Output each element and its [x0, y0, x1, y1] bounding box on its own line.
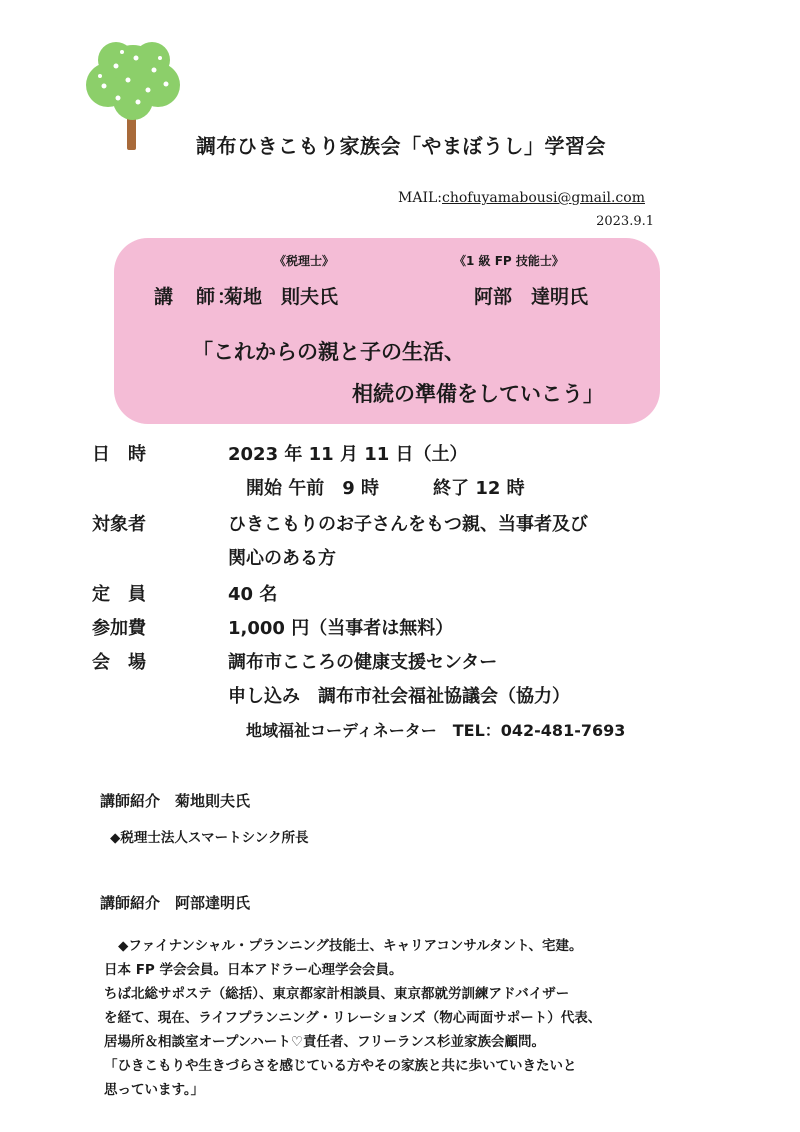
fee-value: 1,000 円（当事者は無料）	[228, 618, 454, 639]
profile-2-line-4: を経て、現在、ライフプランニング・リレーションズ（物心両面サポート）代表、	[104, 1010, 602, 1026]
lecturer-2: 阿部 達明氏	[474, 286, 589, 308]
venue-value: 調布市こころの健康支援センター	[228, 652, 498, 673]
profile-2-heading: 講師紹介 阿部達明氏	[100, 894, 251, 912]
topic-line-1: 「これからの親と子の生活、	[192, 340, 465, 364]
capacity-label: 定 員	[92, 584, 146, 605]
capacity-value: 40 名	[228, 584, 278, 605]
qualification-2: 《1 級 FP 技能士》	[454, 254, 564, 268]
venue-label: 会 場	[92, 652, 146, 673]
profile-1-heading: 講師紹介 菊地則夫氏	[100, 792, 251, 810]
target-value-2: 関心のある方	[228, 548, 336, 569]
apply-value: 申し込み 調布市社会福祉協議会（協力）	[228, 686, 570, 707]
profile-2-line-5: 居場所＆相談室オープンハート♡責任者、フリーランス杉並家族会顧問。	[104, 1034, 545, 1050]
tree-logo	[78, 40, 188, 152]
profile-2-line-3: ちば北総サポステ（総括）、東京都家計相談員、東京都就労訓練アドバイザー	[104, 986, 570, 1002]
target-label: 対象者	[92, 514, 146, 535]
target-value-1: ひきこもりのお子さんをもつ親、当事者及び	[228, 514, 588, 535]
profile-2-line-7: 思っています。」	[104, 1082, 205, 1098]
topic-line-2: 相続の準備をしていこう」	[352, 382, 604, 406]
time-value: 開始 午前 9 時 終了 12 時	[246, 478, 525, 499]
fee-label: 参加費	[92, 618, 146, 639]
page-title: 調布ひきこもり家族会「やまぼうし」学習会	[196, 134, 606, 158]
profile-2-line-2: 日本 FP 学会会員。日本アドラー心理学会会員。	[104, 962, 403, 978]
mail-label: MAIL:	[398, 190, 442, 206]
contact-value: 地域福祉コーディネーター TEL：042-481-7693	[246, 721, 626, 740]
datetime-value: 2023 年 11 月 11 日（土）	[228, 444, 468, 465]
mail-address-link[interactable]: chofuyamabousi@gmail.com	[442, 190, 645, 206]
qualification-1: 《税理士》	[274, 254, 335, 268]
datetime-label: 日 時	[92, 444, 146, 465]
profile-2-line-6: 「ひきこもりや生きづらさを感じている方やその家族と共に歩いていきたいと	[104, 1058, 577, 1074]
mail-line	[398, 190, 645, 206]
profile-2-line-1: ◆ファイナンシャル・プランニング技能士、キャリアコンサルタント、宅建。	[118, 938, 583, 954]
issue-date: 2023.9.1	[596, 214, 654, 229]
lecturer-1: 菊地 則夫氏	[224, 286, 339, 308]
tree-leaves	[86, 42, 180, 120]
profile-1-line: ◆税理士法人スマートシンク所長	[110, 830, 309, 846]
lecture-box	[114, 238, 660, 424]
lecturer-label: 講 師：	[154, 286, 239, 308]
